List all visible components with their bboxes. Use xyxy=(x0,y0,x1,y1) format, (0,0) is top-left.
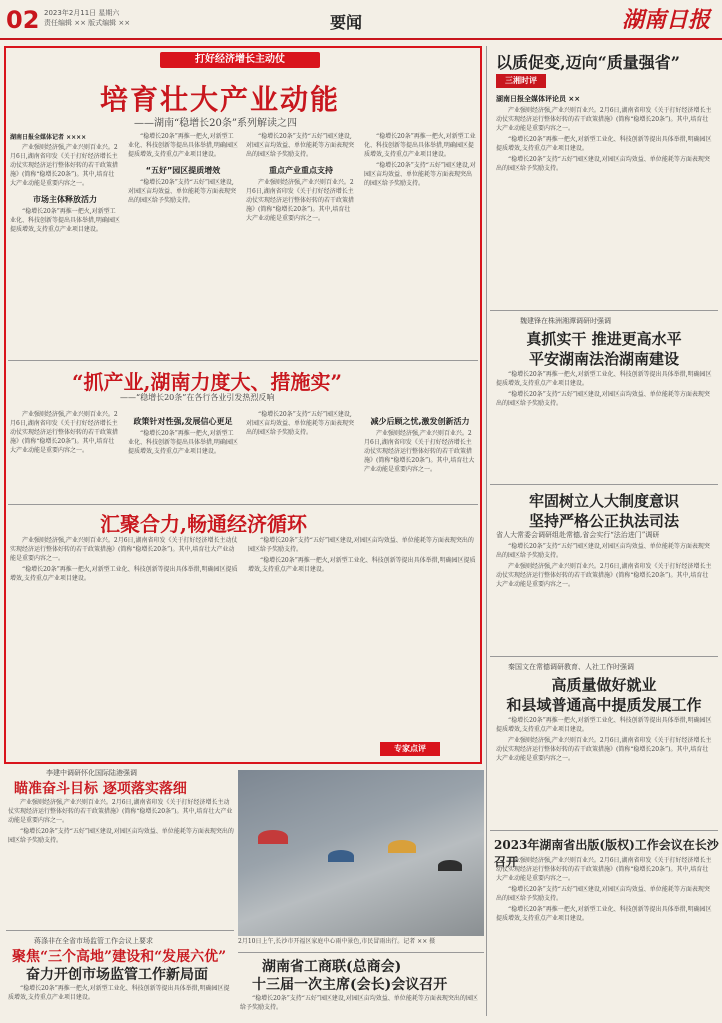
bottom-text-2a: “稳增长20条”再推一把火,对新型工业化、科技创新等提出具体举措,明确园区提质增效,支持重点产业项目建设。 xyxy=(8,985,230,1001)
article-text-b2: “稳增长20条”再推一把火,对新型工业化、科技创新等提出具体举措,明确园区提质增效,支持重点产业项目建设。 xyxy=(128,133,238,158)
section-title: 要闻 xyxy=(330,13,363,32)
right-text-3b: 产业强则经济强,产业兴则百业兴。2月6日,湖南省印发《关于打好经济增长主动仗实现经济运行整体好转的若干政策措施》(简称“稳增长20条”)。其中,培育壮大产业动能是重要内容之一。 xyxy=(496,563,712,588)
divider xyxy=(490,656,718,657)
right-text-1c: “稳增长20条”支持“五好”园区建设,对园区亩均效益、单位能耗等方面表现突出的园区给予奖励支持。 xyxy=(496,156,710,172)
article2-text-a2: 产业强则经济强,产业兴则百业兴。2月6日,湖南省印发《关于打好经济增长主动仗实现经济运行整体好转的若干政策措施》(简称“稳增长20条”)。其中,培育壮大产业动能是重要内容之一。 xyxy=(364,430,475,473)
bottom-headline-3b[interactable]: 十三届一次主席(会长)会议召开 xyxy=(252,977,448,993)
divider xyxy=(490,830,718,831)
divider xyxy=(238,952,484,953)
bottom-article-1 xyxy=(8,798,234,926)
divider xyxy=(8,360,478,361)
right-sub-3: 省人大常委会调研组赴常德,省会实行“法治进门”调研 xyxy=(496,531,660,539)
right-article-4 xyxy=(496,716,714,826)
article-col-3 xyxy=(246,132,356,357)
article2-col-1 xyxy=(10,410,120,502)
article2-col-4 xyxy=(364,410,476,502)
feature-banner: 打好经济增长主动仗 xyxy=(160,52,320,68)
subtitle-2: ——“稳增长20条”在各行各业引发热烈反响 xyxy=(120,393,275,402)
article3-text-c: “稳增长20条”支持“五好”园区建设,对园区亩均效益、单位能耗等方面表现突出的园区给予奖励支持。 xyxy=(248,537,474,553)
expert-comment-tag: 专家点评 xyxy=(380,742,440,756)
bottom-sub-1: 李建中调研怀化国际陆港强调 xyxy=(46,769,137,777)
header-meta xyxy=(44,8,130,28)
article2-col-3 xyxy=(246,410,356,502)
headline-2[interactable]: “抓产业,湖南力度大、措施实” xyxy=(72,370,342,394)
right-headline-2a[interactable]: 真抓实干 推进更高水平 xyxy=(526,330,682,348)
article2-col-2 xyxy=(128,410,238,502)
article-col-4 xyxy=(364,132,476,357)
article-text-c: “稳增长20条”支持“五好”园区建设,对园区亩均效益、单位能耗等方面表现突出的园区给予奖励支持。 xyxy=(128,179,237,204)
section-heading-d: 政策针对性强,发展信心更足 xyxy=(133,417,233,426)
right-sub-2: 魏建锋在株洲湘潭调研时强调 xyxy=(520,317,611,325)
feature-subtitle: ——湖南“稳增长20条”系列解读之四 xyxy=(134,118,297,129)
right-text-5c: “稳增长20条”再推一把火,对新型工业化、科技创新等提出具体举措,明确园区提质增效,支持重点产业项目建设。 xyxy=(496,906,712,922)
article3-col-1 xyxy=(10,536,240,756)
commentary-tag: 三湘时评 xyxy=(496,74,546,88)
article2-text-b: “稳增长20条”再推一把火,对新型工业化、科技创新等提出具体举措,明确园区提质增效,支持重点产业项目建设。 xyxy=(128,430,238,455)
right-text-1a: 产业强则经济强,产业兴则百业兴。2月6日,湖南省印发《关于打好经济增长主动仗实现经济运行整体好转的若干政策措施》(简称“稳增长20条”)。其中,培育壮大产业动能是重要内容之一。 xyxy=(496,107,712,132)
article-text-a: 产业强则经济强,产业兴则百业兴。2月6日,湖南省印发《关于打好经济增长主动仗实现经济运行整体好转的若干政策措施》(简称“稳增长20条”)。其中,培育壮大产业动能是重要内容之一。 xyxy=(10,144,119,187)
right-headline-2b[interactable]: 平安湖南法治湖南建设 xyxy=(528,350,679,368)
article-col-2 xyxy=(128,132,238,357)
article-col-1 xyxy=(10,132,120,357)
photo-caption: 2月10日上午,长沙市开福区家庭中心雨中景色,市民冒雨出行。记者 ×× 摄 xyxy=(238,938,436,945)
news-photo xyxy=(238,770,484,936)
right-text-4b: 产业强则经济强,产业兴则百业兴。2月6日,湖南省印发《关于打好经济增长主动仗实现经济运行整体好转的若干政策措施》(简称“稳增长20条”)。其中,培育壮大产业动能是重要内容之一。 xyxy=(496,737,712,762)
right-text-5b: “稳增长20条”支持“五好”园区建设,对园区亩均效益、单位能耗等方面表现突出的园区给予奖励支持。 xyxy=(496,886,710,902)
bottom-text-1b: “稳增长20条”支持“五好”园区建设,对园区亩均效益、单位能耗等方面表现突出的园区给予奖励支持。 xyxy=(8,828,234,844)
right-text-3a: “稳增长20条”支持“五好”园区建设,对园区亩均效益、单位能耗等方面表现突出的园区给予奖励支持。 xyxy=(496,543,710,559)
page-header xyxy=(0,0,722,40)
bottom-headline-1[interactable]: 瞄准奋斗目标 逐项落实落细 xyxy=(14,781,187,797)
divider xyxy=(6,930,234,931)
divider xyxy=(490,484,718,485)
section-heading-c: 重点产业重点支持 xyxy=(269,166,333,175)
article3-text-a: 产业强则经济强,产业兴则百业兴。2月6日,湖南省印发《关于打好经济增长主动仗实现经济运行整体好转的若干政策措施》(简称“稳增长20条”)。其中,培育壮大产业动能是重要内容之一。 xyxy=(10,537,238,562)
section-heading-e: 减少后顾之忧,激发创新活力 xyxy=(370,417,470,426)
bottom-headline-2a[interactable]: 聚焦“三个高地”建设和“发展六优” xyxy=(12,949,227,965)
right-article-1 xyxy=(496,106,714,306)
byline: 湖南日报全媒体记者 ×××× xyxy=(10,134,87,141)
right-text-2b: “稳增长20条”支持“五好”园区建设,对园区亩均效益、单位能耗等方面表现突出的园区给予奖励支持。 xyxy=(496,391,710,407)
right-text-4a: “稳增长20条”再推一把火,对新型工业化、科技创新等提出具体举措,明确园区提质增效,支持重点产业项目建设。 xyxy=(496,717,712,733)
article-text-c2: “稳增长20条”支持“五好”园区建设,对园区亩均效益、单位能耗等方面表现突出的园区给予奖励支持。 xyxy=(246,133,355,158)
right-headline-3b[interactable]: 坚持严格公正执法司法 xyxy=(528,512,679,530)
bottom-text-3a: “稳增长20条”支持“五好”园区建设,对园区亩均效益、单位能耗等方面表现突出的园区给予奖励支持。 xyxy=(240,995,478,1011)
header-date: 2023年2月11日 星期六 xyxy=(44,9,120,17)
bottom-text-1a: 产业强则经济强,产业兴则百业兴。2月6日,湖南省印发《关于打好经济增长主动仗实现经济运行整体好转的若干政策措施》(简称“稳增长20条”)。其中,培育壮大产业动能是重要内容之一。 xyxy=(8,799,233,824)
right-headline-1[interactable]: 以质促变,迈向“质量强省” xyxy=(496,53,680,72)
right-article-5 xyxy=(496,856,714,1016)
newspaper-logo: 湖南日报 xyxy=(621,7,710,33)
right-text-5a: 产业强则经济强,产业兴则百业兴。2月6日,湖南省印发《关于打好经济增长主动仗实现经济运行整体好转的若干政策措施》(简称“稳增长20条”)。其中,培育壮大产业动能是重要内容之一。 xyxy=(496,857,712,882)
right-article-2 xyxy=(496,370,714,480)
column-divider xyxy=(486,46,487,1016)
right-headline-4a[interactable]: 高质量做好就业 xyxy=(551,676,657,694)
right-sub-4: 秦国文在常德调研教育、人社工作时强调 xyxy=(508,663,634,671)
divider xyxy=(490,310,718,311)
right-article-3 xyxy=(496,542,714,652)
right-byline-1: 湖南日报全媒体评论员 ×× xyxy=(496,95,581,103)
page-number: 02 xyxy=(6,6,40,34)
right-text-1b: “稳增长20条”再推一把火,对新型工业化、科技创新等提出具体举措,明确园区提质增效,支持重点产业项目建设。 xyxy=(496,136,712,152)
right-headline-5[interactable]: 2023年湖南省出版(版权)工作会议在长沙召开 xyxy=(494,838,719,869)
headline-3[interactable]: 汇聚合力,畅通经济循环 xyxy=(100,512,307,536)
divider xyxy=(8,504,478,505)
article-text-c3: “稳增长20条”支持“五好”园区建设,对园区亩均效益、单位能耗等方面表现突出的园区给予奖励支持。 xyxy=(364,162,476,187)
article-text-b: “稳增长20条”再推一把火,对新型工业化、科技创新等提出具体举措,明确园区提质增效,支持重点产业项目建设。 xyxy=(10,208,120,233)
bottom-article-3 xyxy=(240,994,482,1020)
right-headline-3a[interactable]: 牢固树立人大制度意识 xyxy=(528,492,679,510)
article-text-b3: “稳增长20条”再推一把火,对新型工业化、科技创新等提出具体举措,明确园区提质增效,支持重点产业项目建设。 xyxy=(364,133,476,158)
feature-headline[interactable]: 培育壮大产业动能 xyxy=(100,83,341,116)
article3-text-b: “稳增长20条”再推一把火,对新型工业化、科技创新等提出具体举措,明确园区提质增效,支持重点产业项目建设。 xyxy=(10,566,238,582)
article2-text-c: “稳增长20条”支持“五好”园区建设,对园区亩均效益、单位能耗等方面表现突出的园区给予奖励支持。 xyxy=(246,411,355,436)
article2-text-a: 产业强则经济强,产业兴则百业兴。2月6日,湖南省印发《关于打好经济增长主动仗实现经济运行整体好转的若干政策措施》(简称“稳增长20条”)。其中,培育壮大产业动能是重要内容之一。 xyxy=(10,411,119,454)
section-heading-a: 市场主体释放活力 xyxy=(33,195,97,204)
article3-col-2 xyxy=(248,536,476,736)
bottom-sub-2: 蒋涤非在全省市场监管工作会议上要求 xyxy=(34,937,153,945)
right-headline-4b[interactable]: 和县域普通高中提质发展工作 xyxy=(506,696,702,714)
bottom-headline-3a[interactable]: 湖南省工商联(总商会) xyxy=(262,959,402,975)
section-heading-b: “五好”园区提质增效 xyxy=(145,166,221,175)
bottom-headline-2b[interactable]: 奋力开创市场监管工作新局面 xyxy=(26,967,208,983)
bottom-article-2 xyxy=(8,984,234,1020)
right-text-2a: “稳增长20条”再推一把火,对新型工业化、科技创新等提出具体举措,明确园区提质增效,支持重点产业项目建设。 xyxy=(496,371,712,387)
header-editor: 责任编辑 ×× 版式编辑 ×× xyxy=(44,19,131,27)
article3-text-b2: “稳增长20条”再推一把火,对新型工业化、科技创新等提出具体举措,明确园区提质增效,支持重点产业项目建设。 xyxy=(248,557,476,573)
article-text-a2: 产业强则经济强,产业兴则百业兴。2月6日,湖南省印发《关于打好经济增长主动仗实现经济运行整体好转的若干政策措施》(简称“稳增长20条”)。其中,培育壮大产业动能是重要内容之一。 xyxy=(246,179,355,222)
